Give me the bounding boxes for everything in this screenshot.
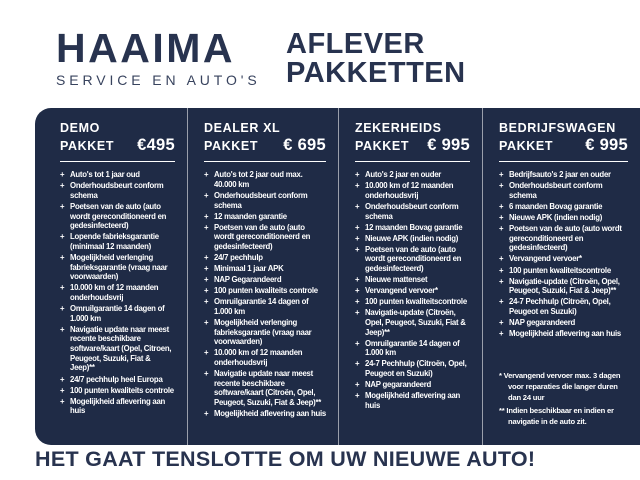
- package-item-text: Poetsen van de auto (auto wordt gereconditioneerd en gedesinfecteerd): [509, 224, 622, 253]
- package-item-text: Nieuwe mattenset: [365, 275, 428, 285]
- package-item: [60, 397, 175, 416]
- plus-icon: +: [355, 338, 360, 348]
- footnote-vervangend-vervoer: * Vervangend vervoer max. 3 dagen voor reparaties die langer duren dan 24 uur: [499, 371, 621, 402]
- plus-icon: +: [355, 222, 360, 232]
- package-item-text: 24/7 pechhulp heel Europa: [70, 374, 163, 384]
- plus-icon: +: [355, 202, 360, 211]
- package-item-text: NAP gegarandeerd: [365, 380, 432, 390]
- plus-icon: +: [355, 286, 360, 296]
- package-item: [204, 191, 326, 210]
- package-item-text: 10.000 km of 12 maanden onderhoudsvrij: [214, 348, 303, 367]
- package-name-line1: ZEKERHEIDS: [355, 121, 442, 135]
- package-item-text: Mogelijkheid verlenging fabrieksgarantie (vraag naar voorwaarden): [70, 253, 168, 282]
- plus-icon: +: [60, 374, 65, 384]
- plus-icon: +: [499, 170, 504, 180]
- package-item-text: Onderhoudsbeurt conform schema: [70, 181, 164, 200]
- package-item: [204, 223, 326, 252]
- page-title: [286, 30, 466, 88]
- package-item: [60, 253, 175, 282]
- package-item-list: [204, 170, 326, 420]
- package-price: € 695: [283, 136, 326, 155]
- package-item: [60, 170, 175, 180]
- package-item-text: Onderhoudsbeurt conform schema: [509, 181, 603, 200]
- package-item-text: Omruilgarantie 14 dagen of 1.000 km: [365, 338, 460, 358]
- plus-icon: +: [499, 276, 504, 286]
- package-item: [204, 369, 326, 408]
- package-item: [60, 386, 175, 396]
- package-item-text: 24/7 pechhulp: [214, 253, 263, 263]
- package-item: [499, 297, 628, 316]
- plus-icon: +: [204, 297, 209, 307]
- package-item: [499, 266, 628, 276]
- plus-icon: +: [355, 297, 360, 307]
- brand-logo: [56, 25, 261, 88]
- package-item: [499, 254, 628, 264]
- package-item: [204, 297, 326, 316]
- package-item-text: Navigatie-update (Citroën, Opel, Peugeot, Suzuki, Fiat & Jeep)**: [509, 276, 620, 296]
- package-item-text: 24-7 Pechhulp (Citroën, Opel, Peugeot en Suzuki): [365, 359, 467, 379]
- package-item-text: Onderhoudsbeurt conform schema: [365, 202, 459, 221]
- package-item-text: Poetsen van de auto (auto wordt gereconditioneerd en gedesinfecteerd): [214, 222, 311, 252]
- package-item-text: NAP gegarandeerd: [509, 317, 576, 327]
- package-item: [355, 391, 470, 410]
- package-header: [204, 121, 326, 162]
- package-item: [204, 212, 326, 222]
- package-header: [60, 121, 175, 162]
- plus-icon: +: [499, 297, 504, 307]
- package-item: [204, 409, 326, 419]
- package-item: [204, 318, 326, 347]
- package-item-text: 24-7 Pechhulp (Citroën, Opel, Peugeot en Suzuki): [509, 297, 611, 316]
- package-header: [355, 121, 470, 162]
- package-header: [499, 121, 628, 162]
- brand-logo-title: HAAIMA: [56, 25, 235, 71]
- footnotes: [499, 370, 628, 431]
- package-item: [355, 308, 470, 337]
- package-price: €495: [137, 136, 175, 155]
- plus-icon: +: [355, 170, 360, 180]
- package-item: [204, 275, 326, 285]
- package-item: [355, 380, 470, 390]
- package-item-text: Mogelijkheid aflevering aan huis: [365, 391, 461, 410]
- plus-icon: +: [499, 329, 504, 338]
- plus-icon: +: [60, 202, 65, 211]
- plus-icon: +: [204, 222, 209, 232]
- plus-icon: +: [355, 380, 360, 390]
- package-item: [499, 224, 628, 253]
- package-name-line2: PAKKET: [499, 139, 554, 154]
- package-column-demo: [35, 108, 187, 445]
- plus-icon: +: [204, 264, 209, 274]
- package-item-text: Omruilgarantie 14 dagen of 1.000 km: [70, 304, 165, 323]
- plus-icon: +: [60, 385, 65, 395]
- plus-icon: +: [204, 286, 209, 296]
- plus-icon: +: [204, 190, 209, 200]
- plus-icon: +: [499, 317, 504, 327]
- brand-logo-subtitle: SERVICE EN AUTO'S: [56, 72, 261, 88]
- package-item-text: 100 punten kwaliteitscontrole: [509, 265, 611, 275]
- package-item-text: Nieuwe APK (indien nodig): [365, 233, 459, 243]
- package-item: [499, 277, 628, 296]
- plus-icon: +: [60, 283, 65, 293]
- package-item: [499, 329, 628, 339]
- package-item-text: Lopende fabrieksgarantie (minimaal 12 maanden): [70, 232, 159, 252]
- plus-icon: +: [355, 233, 360, 243]
- package-item: [204, 253, 326, 263]
- package-column-bedrijfswagen: [482, 108, 640, 445]
- package-item-text: 100 punten kwaliteits controle: [70, 385, 174, 395]
- package-item-text: NAP Gegarandeerd: [214, 275, 282, 285]
- package-item: [355, 202, 470, 221]
- plus-icon: +: [204, 409, 209, 419]
- package-item-text: 100 punten kwaliteits controle: [214, 286, 318, 296]
- package-item-list: [355, 170, 470, 412]
- package-item-text: Mogelijkheid aflevering aan huis: [70, 396, 166, 416]
- package-item: [355, 170, 470, 180]
- package-item: [499, 170, 628, 180]
- package-item-text: 100 punten kwaliteitscontrole: [365, 297, 467, 307]
- footnote-navigatie: ** Indien beschikbaar en indien er navigatie in de auto zit.: [499, 406, 614, 426]
- package-item: [499, 213, 628, 223]
- plus-icon: +: [355, 391, 360, 401]
- package-name-line2: PAKKET: [355, 139, 410, 154]
- plus-icon: +: [355, 308, 360, 318]
- plus-icon: +: [60, 232, 65, 242]
- plus-icon: +: [204, 211, 209, 221]
- package-item: [355, 286, 470, 296]
- plus-icon: +: [499, 254, 504, 264]
- plus-icon: +: [355, 244, 360, 254]
- package-item-text: Navigatie update naar meest recente beschikbare software/kaart (Opel, Citroen, Peugeot, Suzuki, Fiat & Jeep)**: [70, 324, 172, 373]
- package-item: [355, 359, 470, 378]
- package-item-text: Auto's 2 jaar en ouder: [365, 170, 442, 180]
- package-name-line1: DEMO: [60, 121, 100, 135]
- package-item: [204, 170, 326, 189]
- package-item: [355, 297, 470, 307]
- package-item: [355, 234, 470, 244]
- package-item-text: Navigatie-update (Citroën, Opel, Peugeot, Suzuki, Fiat & Jeep)**: [365, 308, 466, 337]
- package-item-text: Mogelijkheid aflevering aan huis: [214, 409, 327, 419]
- package-item: [499, 202, 628, 212]
- package-item-text: 12 maanden garantie: [214, 211, 287, 221]
- package-item-text: Bedrijfsauto's 2 jaar en ouder: [509, 170, 611, 180]
- package-item: [499, 181, 628, 200]
- package-item-text: Mogelijkheid aflevering aan huis: [509, 329, 622, 338]
- package-price: € 995: [585, 136, 628, 155]
- package-name-line2: PAKKET: [204, 139, 259, 154]
- plus-icon: +: [355, 181, 360, 191]
- package-item: [204, 264, 326, 274]
- plus-icon: +: [60, 396, 65, 406]
- package-name-line2: PAKKET: [60, 139, 115, 154]
- package-item-list: [499, 170, 628, 340]
- package-item-text: Onderhoudsbeurt conform schema: [214, 190, 308, 210]
- package-column-dealer-xl: [187, 108, 338, 445]
- package-item: [499, 318, 628, 328]
- package-item: [60, 375, 175, 385]
- packages-panel: [35, 108, 640, 445]
- package-column-zekerheids: [338, 108, 482, 445]
- package-item-text: Omruilgarantie 14 dagen of 1.000 km: [214, 297, 309, 316]
- plus-icon: +: [204, 253, 209, 263]
- tagline: HET GAAT TENSLOTTE OM UW NIEUWE AUTO!: [35, 447, 536, 471]
- page-title-line1: AFLEVER: [286, 28, 425, 60]
- plus-icon: +: [499, 181, 504, 191]
- package-item-text: 10.000 km of 12 maanden onderhoudsvrij: [70, 283, 159, 303]
- package-item-text: Poetsen van de auto (auto wordt gereconditioneerd en gedesinfecteerd): [70, 202, 167, 231]
- plus-icon: +: [204, 369, 209, 379]
- plus-icon: +: [204, 348, 209, 358]
- plus-icon: +: [204, 170, 209, 180]
- package-item-text: 12 maanden Bovag garantie: [365, 222, 463, 232]
- package-item: [60, 304, 175, 323]
- package-item: [60, 325, 175, 373]
- package-item: [355, 275, 470, 285]
- plus-icon: +: [60, 304, 65, 314]
- plus-icon: +: [204, 275, 209, 285]
- package-item: [355, 181, 470, 200]
- plus-icon: +: [499, 224, 504, 234]
- package-item: [60, 283, 175, 302]
- package-item-text: Mogelijkheid verlenging fabrieksgarantie (vraag naar voorwaarden): [214, 317, 312, 347]
- plus-icon: +: [60, 181, 65, 191]
- package-item: [60, 181, 175, 200]
- package-item-text: Auto's tot 2 jaar oud max. 40.000 km: [214, 170, 303, 189]
- package-item-text: 10.000 km of 12 maanden onderhoudsvrij: [365, 181, 454, 200]
- package-item: [204, 286, 326, 296]
- package-item-text: 6 maanden Bovag garantie: [509, 202, 603, 211]
- package-item-list: [60, 170, 175, 417]
- package-item-text: Navigatie update naar meest recente beschikbare software/kaart (Citroën, Opel, Peugeot, Suzuki, Fiat & Jeep)**: [214, 369, 322, 407]
- page-title-line2: PAKKETTEN: [286, 57, 466, 89]
- package-name-line1: DEALER XL: [204, 121, 281, 135]
- plus-icon: +: [355, 275, 360, 285]
- package-item: [355, 339, 470, 358]
- plus-icon: +: [499, 265, 504, 275]
- package-item: [355, 223, 470, 233]
- package-item-text: Nieuwe APK (indien nodig): [509, 213, 603, 223]
- plus-icon: +: [204, 317, 209, 327]
- package-item: [204, 348, 326, 367]
- package-item-text: Vervangend vervoer*: [365, 286, 438, 296]
- package-item-text: Poetsen van de auto (auto wordt gereconditioneerd en gedesinfecteerd): [365, 244, 462, 274]
- plus-icon: +: [60, 170, 65, 180]
- plus-icon: +: [60, 253, 65, 263]
- plus-icon: +: [60, 324, 65, 334]
- package-item-text: Auto's tot 1 jaar oud: [70, 170, 140, 180]
- package-item: [60, 232, 175, 251]
- package-price: € 995: [427, 136, 470, 155]
- plus-icon: +: [355, 359, 360, 369]
- package-item-text: Vervangend vervoer*: [509, 254, 582, 264]
- package-item-text: Minimaal 1 jaar APK: [214, 264, 284, 274]
- package-name-line1: BEDRIJFSWAGEN: [499, 121, 616, 135]
- plus-icon: +: [499, 202, 504, 211]
- package-item: [355, 245, 470, 274]
- plus-icon: +: [499, 213, 504, 223]
- package-item: [60, 202, 175, 231]
